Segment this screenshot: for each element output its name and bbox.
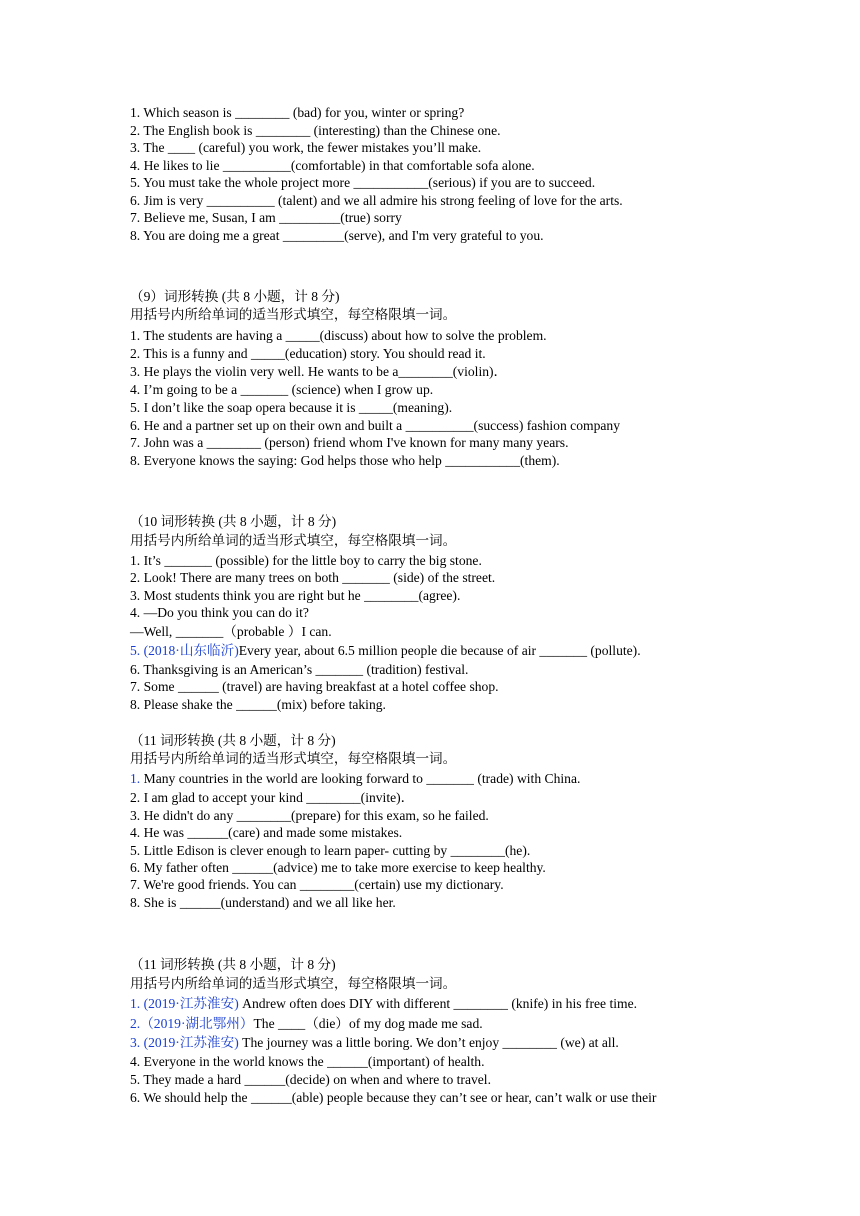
section-instruction: 用括号内所给单词的适当形式填空，每空格限填一词。 [130, 751, 457, 766]
question-line: 5. Little Edison is clever enough to learn paper- cutting by ________(he). [130, 843, 531, 858]
question-line: 8. She is ______(understand) and we all like her. [130, 895, 396, 910]
question-line: 2. I am glad to accept your kind ________(invite)． [130, 790, 415, 805]
question-line: —Well, _______（probable ）I can. [130, 624, 332, 639]
question-line: 3. He didn't do any ________(prepare) for this exam, so he failed. [130, 808, 489, 823]
question-line: 4. He was ______(care) and made some mistakes. [130, 825, 403, 840]
section-instruction: 用括号内所给单词的适当形式填空，每空格限填一词。 [130, 976, 457, 991]
question-source: 2.（2019·湖北鄂州） [130, 1016, 254, 1031]
question-line: 7. John was a ________ (person) friend whom I've known for many many years. [130, 435, 569, 450]
question-line: 4. —Do you think you can do it? [130, 605, 309, 620]
section-title: （10 词形转换 (共 8 小题，计 8 分) [130, 514, 337, 529]
question-line: 5. You must take the whole project more ___________(serious) if you are to succeed. [130, 175, 596, 190]
question-source: 5. (2018·山东临沂) [130, 643, 239, 658]
question-line: 4. He likes to lie __________(comfortable) in that comfortable sofa alone. [130, 158, 535, 173]
question-line: 6. Thanksgiving is an American’s _______ (tradition) festival. [130, 662, 469, 677]
question-line: 6. We should help the ______(able) people because they can’t see or hear, can’t walk or use their [130, 1090, 657, 1105]
question-line: 6. My father often ______(advice) me to take more exercise to keep healthy. [130, 860, 546, 875]
question-line: 8. Everyone knows the saying: God helps those who help ___________(them). [130, 453, 560, 468]
question-line: 2. This is a funny and _____(education) story. You should read it. [130, 346, 486, 361]
question-line [130, 1034, 619, 1051]
question-line: 7. Some ______ (travel) are having breakfast at a hotel coffee shop. [130, 679, 499, 694]
question-text: Andrew often does DIY with different ________ (knife) in his free time. [238, 996, 638, 1011]
question-text: Many countries in the world are looking forward to _______ (trade) with China. [140, 771, 581, 786]
question-line [130, 1015, 483, 1032]
question-line: 1. Which season is ________ (bad) for you, winter or spring? [130, 105, 465, 120]
section-title: （9）词形转换 (共 8 小题，计 8 分) [130, 289, 340, 304]
section-instruction: 用括号内所给单词的适当形式填空，每空格限填一词。 [130, 307, 457, 322]
question-source: 3. (2019·江苏淮安) [130, 1035, 239, 1050]
question-line: 2. Look! There are many trees on both _______ (side) of the street. [130, 570, 496, 585]
section-title: （11 词形转换 (共 8 小题，计 8 分) [130, 733, 336, 748]
question-line: 5. I don’t like the soap opera because it is _____(meaning). [130, 400, 453, 415]
question-line: 1. The students are having a _____(discuss) about how to solve the problem. [130, 328, 547, 343]
question-text: The ____（die）of my dog made me sad. [253, 1016, 483, 1031]
question-text: Every year, about 6.5 million people die because of air _______ (pollute). [238, 643, 641, 658]
question-line: 5. They made a hard ______(decide) on when and where to travel. [130, 1072, 491, 1087]
question-line: 8. Please shake the ______(mix) before taking. [130, 697, 386, 712]
question-number: 1. [130, 771, 141, 786]
section-title: （11 词形转换 (共 8 小题，计 8 分) [130, 957, 336, 972]
question-line: 7. We're good friends. You can ________(certain) use my dictionary. [130, 877, 504, 892]
question-line: 8. You are doing me a great _________(serve), and I'm very grateful to you. [130, 228, 544, 243]
question-line: 6. He and a partner set up on their own and built a __________(success) fashion company [130, 418, 621, 433]
question-line: 1. It’s _______ (possible) for the little boy to carry the big stone. [130, 553, 482, 568]
section-instruction: 用括号内所给单词的适当形式填空，每空格限填一词。 [130, 533, 457, 548]
question-line: 6. Jim is very __________ (talent) and we all admire his strong feeling of love for the arts. [130, 193, 623, 208]
question-line: 3. The ____ (careful) you work, the fewer mistakes you’ll make. [130, 140, 482, 155]
question-line [130, 642, 641, 659]
question-line [130, 770, 580, 787]
question-line [130, 995, 637, 1012]
question-line: 3. Most students think you are right but he ________(agree). [130, 588, 461, 603]
question-line: 7. Believe me, Susan, I am _________(true) sorry [130, 210, 402, 225]
question-line: 4. Everyone in the world knows the ______(important) of health. [130, 1054, 485, 1069]
question-source: 1. (2019·江苏淮安) [130, 996, 239, 1011]
question-text: The journey was a little boring. We don’t enjoy ________ (we) at all. [238, 1035, 619, 1050]
question-line: 2. The English book is ________ (interesting) than the Chinese one. [130, 123, 501, 138]
question-line: 3. He plays the violin very well. He wants to be a________(violin)． [130, 364, 508, 379]
question-line: 4. I’m going to be a _______ (science) when I grow up. [130, 382, 434, 397]
